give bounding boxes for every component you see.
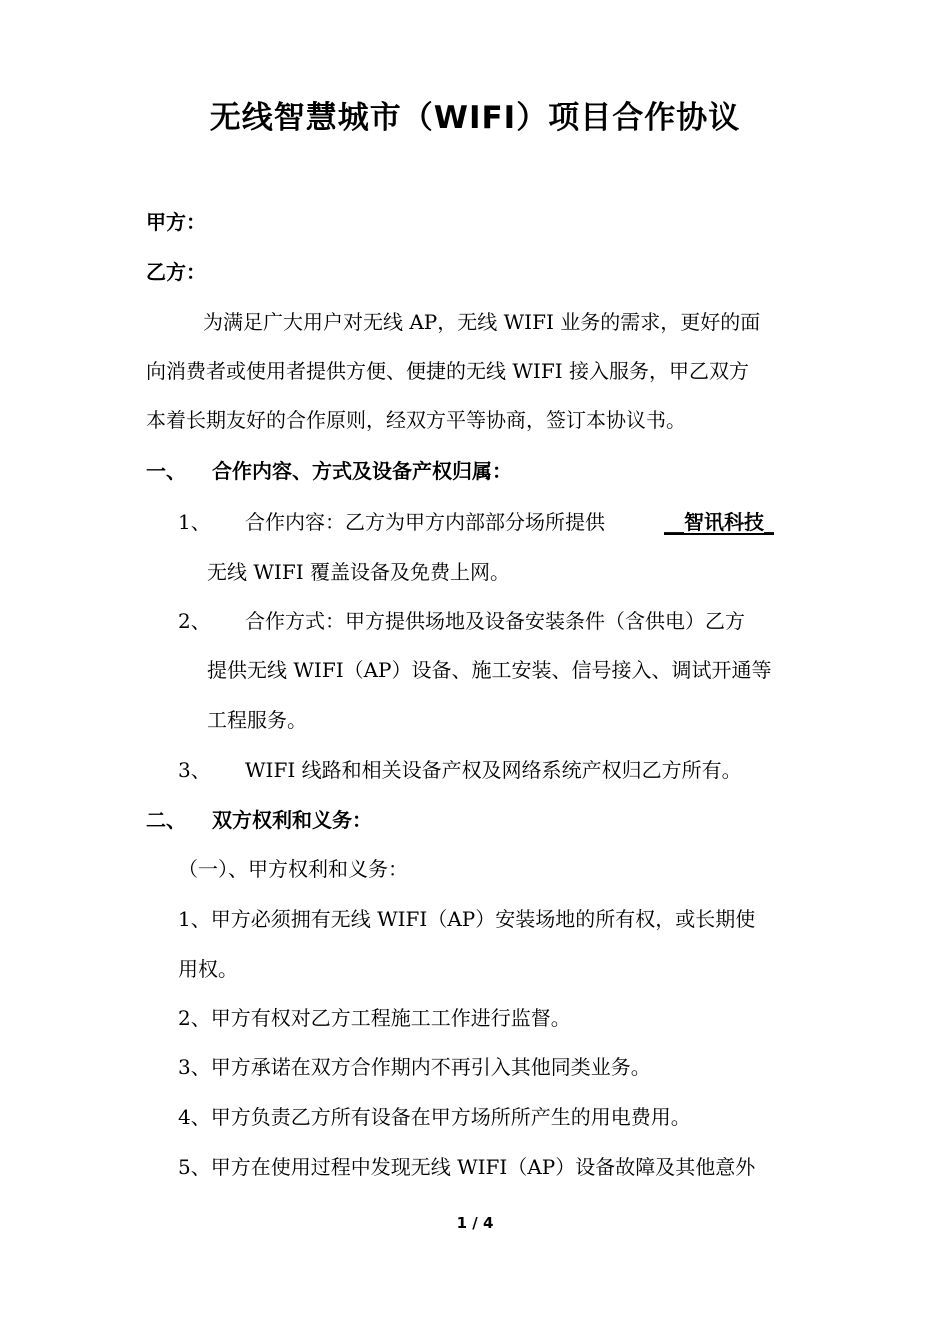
- duty-line-6: 5、甲方在使用过程中发现无线 WIFI（AP）设备故障及其他意外: [178, 1155, 756, 1179]
- party-b-label: 乙方：: [146, 260, 206, 284]
- duty-line-1: 1、甲方必须拥有无线 WIFI（AP）安装场地的所有权，或长期使: [178, 907, 756, 931]
- duty-line-5: 4、甲方负责乙方所有设备在甲方场所所产生的用电费用。: [178, 1105, 691, 1129]
- item-3-line-1: WIFI 线路和相关设备产权及网络系统产权归乙方所有。: [245, 758, 742, 782]
- item-3-number: 3、: [178, 758, 211, 782]
- duty-line-3: 2、甲方有权对乙方工程施工工作进行监督。: [178, 1006, 571, 1030]
- item-1-number: 1、: [178, 510, 211, 534]
- party-a-label: 甲方：: [146, 210, 206, 234]
- section-1-heading: 合作内容、方式及设备产权归属：: [212, 459, 512, 483]
- intro-line-3: 本着长期友好的合作原则，经双方平等协商，签订本协议书。: [146, 408, 686, 432]
- item-2-line-2: 提供无线 WIFI（AP）设备、施工安装、信号接入、调试开通等: [207, 658, 772, 682]
- item-1-line-2: 无线 WIFI 覆盖设备及免费上网。: [207, 560, 510, 584]
- section-2-heading: 双方权利和义务：: [212, 808, 372, 832]
- item-2-number: 2、: [178, 609, 211, 633]
- section-2-number: 二、: [146, 808, 186, 832]
- duty-line-2: 用权。: [178, 957, 238, 981]
- intro-line-1: 为满足广大用户对无线 AP，无线 WIFI 业务的需求，更好的面: [203, 310, 761, 334]
- section-2-sub-heading: （一）、甲方权利和义务：: [178, 857, 408, 881]
- duty-line-4: 3、甲方承诺在双方合作期内不再引入其他同类业务。: [178, 1055, 651, 1079]
- intro-line-2: 向消费者或使用者提供方便、便捷的无线 WIFI 接入服务，甲乙双方: [146, 359, 749, 383]
- item-1-line-1: 合作内容：乙方为甲方内部部分场所提供: [245, 510, 605, 534]
- page-indicator: 1 / 4: [456, 1214, 494, 1232]
- provider-brand-name: __智讯科技_: [664, 510, 774, 534]
- item-2-line-1: 合作方式：甲方提供场地及设备安装条件（含供电）乙方: [245, 609, 745, 633]
- document-title: 无线智慧城市（WIFI）项目合作协议: [209, 100, 741, 136]
- section-1-number: 一、: [146, 459, 186, 483]
- item-2-line-3: 工程服务。: [207, 708, 307, 732]
